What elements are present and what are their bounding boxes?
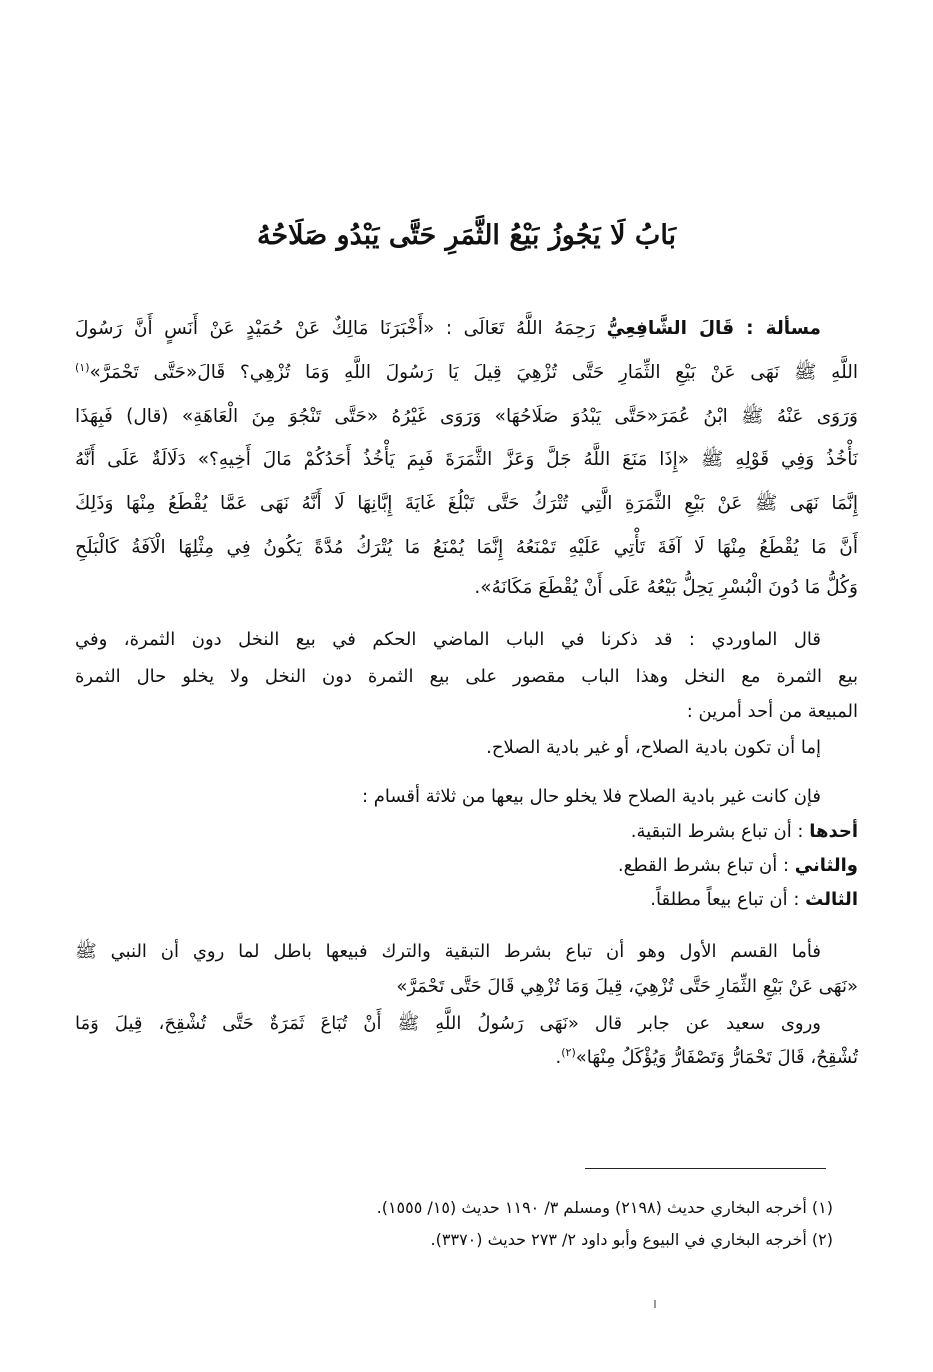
body-line: إما أن تكون بادية الصلاح، أو غير بادية الصلاح. bbox=[486, 737, 821, 758]
category-1 bbox=[75, 814, 858, 850]
hadith-line-7: وَكُلُّ مَا دُونَ الْبُسْرِ يَحِلُّ بَيْعُهُ عَلَى أَنْ يُقْطَعَ مَكَانَهُ». bbox=[474, 577, 858, 598]
category-label: والثاني bbox=[794, 855, 858, 876]
hadith-text: رَحِمَهُ اللَّهُ تَعَالَى : «أَخْبَرَنَا مَالِكٌ عَنْ حُمَيْدٍ عَنْ أَنَسٍ أَنَّ رَسُولَ bbox=[75, 318, 607, 339]
issue-heading: مسألة : قَالَ الشَّافِعِيُّ bbox=[606, 318, 821, 339]
category-label: أحدها bbox=[809, 821, 858, 842]
chapter-title: بَابُ لَا يَجُوزُ بَيْعُ الثَّمَرِ حَتَّى يَبْدُو صَلَاحُهُ bbox=[256, 220, 677, 251]
hadith-line-5: إِنَّمَا نَهَى ﷺ عَنْ بَيْعِ الثَّمَرَةِ الَّتِي تُتْرَكُ حَتَّى تَبْلُغَ غَايَةَ إِبَّانِهَا لَا أَنَّهُ نَهَى عَمَّا يُقْطَعُ مِنْهَا وَذَلِكَ bbox=[75, 493, 858, 514]
hadith-line-1 bbox=[75, 311, 821, 347]
category-2 bbox=[75, 848, 858, 884]
scan-mark bbox=[654, 1300, 656, 1308]
category-3 bbox=[75, 882, 858, 918]
hadith-line-6: أَنَّ مَا يُقْطَعُ مِنْهَا لَا آفَةَ تَأْتِي عَلَيْهِ تَمْنَعُهُ إِنَّمَا يُمْنَعُ مَا يُتْرَكُ مُدَّةً يَكُونُ فِي مِثْلِهَا الْآفَةُ كَالْبَلَحِ bbox=[75, 537, 858, 558]
footnote-marker[interactable]: (١) bbox=[75, 360, 90, 374]
footnote-divider bbox=[585, 1168, 826, 1169]
body-line: وروى سعيد عن جابر قال «نَهَى رَسُولُ اللَّهِ ﷺ أَنْ تُبَاعَ ثَمَرَةٌ حَتَّى تُشْقِحَ، قِيلَ وَمَا bbox=[75, 1013, 821, 1034]
body-line: «نَهَى عَنْ بَيْعِ الثِّمَارِ حَتَّى تُزْهِيَ، قِيلَ وَمَا تُزْهِي قَالَ حَتَّى تَحْمَرَّ» bbox=[396, 976, 858, 997]
body-line: بيع الثمرة مع النخل وهذا الباب مقصور على بيع الثمرة دون النخل ولا يخلو حال الثمرة bbox=[75, 666, 858, 687]
body-text: . bbox=[555, 1047, 562, 1068]
body-line: فإن كانت غير بادية الصلاح فلا يخلو حال بيعها من ثلاثة أقسام : bbox=[361, 786, 821, 807]
body-line: فأما القسم الأول وهو أن تباع بشرط التبقية والترك فبيعها باطل لما روي أن النبي ﷺ bbox=[75, 941, 821, 962]
body-text: تُشْقِحُ، قَالَ تَحْمَارُّ وَتَصْفَارُّ وَيُؤْكَلُ مِنْهَا» bbox=[575, 1047, 858, 1068]
hadith-line-4: نَأْخُذُ وَفِي قَوْلِهِ ﷺ «إِذَا مَنَعَ اللَّهُ جَلَّ وَعَزَّ الثَّمَرَةَ فَبِمَ يَأْخُذُ أَحَدُكُمْ مَالَ أَخِيهِ؟» دَلَالَةٌ عَلَى أَنَّهُ bbox=[75, 449, 858, 470]
hadith-line-3: وَرَوَى عَنْهُ ﷺ ابْنُ عُمَرَ«حَتَّى يَبْدُوَ صَلَاحُهَا» وَرَوَى غَيْرُهُ «حَتَّى تَنْجُوَ مِنَ الْعَاهَةِ» (قال) فَبِهَذَا bbox=[75, 406, 858, 427]
footnote-marker[interactable]: (٢) bbox=[561, 1046, 576, 1059]
hadith-text: اللَّهِ ﷺ نَهَى عَنْ بَيْعِ الثِّمَارِ حَتَّى تُزْهِيَ قِيلَ يَا رَسُولَ اللَّهِ وَمَا تُزْهِي؟ قَالَ«حَتَّى تَحْمَرَّ» bbox=[89, 362, 858, 383]
category-text: : أن تباع بشرط التبقية. bbox=[630, 821, 804, 842]
body-line: قال الماوردي : قد ذكرنا في الباب الماضي الحكم في بيع النخل دون الثمرة، وفي bbox=[75, 629, 821, 650]
footnote-2: (٢) أخرجه البخاري في البيوع وأبو داود ٢/ ٢٧٣ حديث (٣٣٧٠). bbox=[430, 1230, 833, 1249]
body-line bbox=[75, 1040, 858, 1076]
hadith-line-2 bbox=[75, 355, 858, 391]
body-line: المبيعة من أحد أمرين : bbox=[686, 701, 858, 722]
category-text: : أن تباع بيعاً مطلقاً. bbox=[650, 889, 800, 910]
footnote-1: (١) أخرجه البخاري حديث (٢١٩٨) ومسلم ٣/ ١١٩٠ حديث (١٥/ ١٥٥٥). bbox=[376, 1198, 833, 1217]
category-text: : أن تباع بشرط القطع. bbox=[617, 855, 790, 876]
category-label: الثالث bbox=[805, 889, 858, 910]
